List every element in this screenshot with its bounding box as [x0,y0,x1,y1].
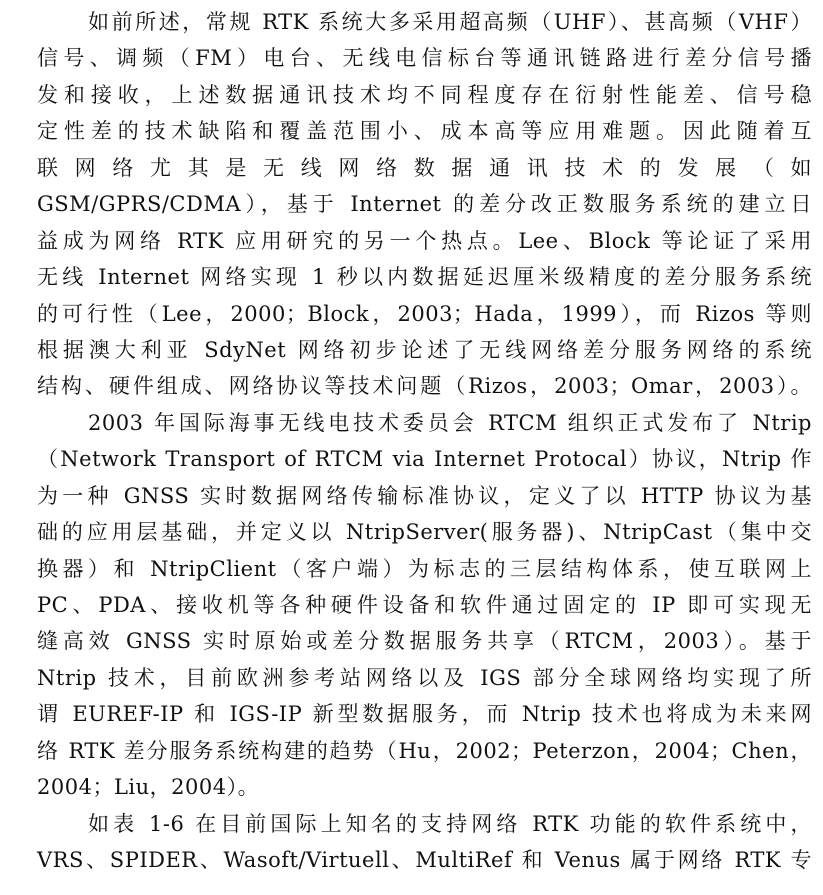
text-line: 信号、调频（FM）电台、无线电信标台等通讯链路进行差分信号播 [37,46,812,71]
text-line: 定性差的技术缺陷和覆盖范围小、成本高等应用难题。因此随着互 [37,119,812,144]
text-line: 络 RTK 差分服务系统构建的趋势（Hu，2002；Peterzon，2004；Chen， [37,738,812,763]
text-line: 2003 年国际海事无线电技术委员会 RTCM 组织正式发布了 Ntrip [88,410,812,435]
document-body [37,4,812,879]
text-line: 换器）和 NtripClient（客户端）为标志的三层结构体系，使互联网上 [37,556,812,581]
text-line: 2004；Liu，2004）。 [37,775,260,800]
text-line: 如前所述，常规 RTK 系统大多采用超高频（UHF）、甚高频（VHF） [88,10,812,34]
text-line: 无线 Internet 网络实现 1 秒以内数据延迟厘米级精度的差分服务系统 [37,265,812,290]
text-line: GSM/GPRS/CDMA），基于 Internet 的差分改正数服务系统的建立日 [37,192,812,217]
text-line: 结构、硬件组成、网络协议等技术问题（Rizos，2003；Omar，2003）。 [37,374,812,399]
text-line: PC、PDA、接收机等各种硬件设备和软件通过固定的 IP 即可实现无 [37,593,812,617]
text-line: 联 网 络 尤 其 是 无 线 网 络 数 据 通 讯 技 术 的 发 展 （ 如 [37,155,812,180]
text-line: 益成为网络 RTK 应用研究的另一个热点。Lee、Block 等论证了采用 [37,228,812,253]
text-line: 根据澳大利亚 SdyNet 网络初步论述了无线网络差分服务网络的系统 [37,337,812,362]
text-line: Ntrip 技术，目前欧洲参考站网络以及 IGS 部分全球网络均实现了所 [37,665,812,690]
text-line: 发和接收，上述数据通讯技术均不同程度存在衍射性能差、信号稳 [37,82,812,107]
text-line: 谓 EUREF-IP 和 IGS-IP 新型数据服务，而 Ntrip 技术也将成为未来网 [37,702,812,727]
text-line: （Network Transport of RTCM via Internet Protocal）协议，Ntrip 作 [37,447,812,472]
text-line: 的可行性（Lee，2000；Block，2003；Hada，1999），而 Rizos 等则 [37,301,812,326]
text-line: 如表 1-6 在目前国际上知名的支持网络 RTK 功能的软件系统中， [88,811,812,836]
text-line: VRS、SPIDER、Wasoft/Virtuell、MultiRef 和 Venus 属于网络 RTK 专 [37,848,812,873]
text-line: 为一种 GNSS 实时数据网络传输标准协议，定义了以 HTTP 协议为基 [37,483,812,508]
text-line: 础的应用层基础，并定义以 NtripServer(服务器)、NtripCast（集中交 [37,520,812,545]
text-line: 缝高效 GNSS 实时原始或差分数据服务共享（RTCM，2003）。基于 [37,629,812,654]
